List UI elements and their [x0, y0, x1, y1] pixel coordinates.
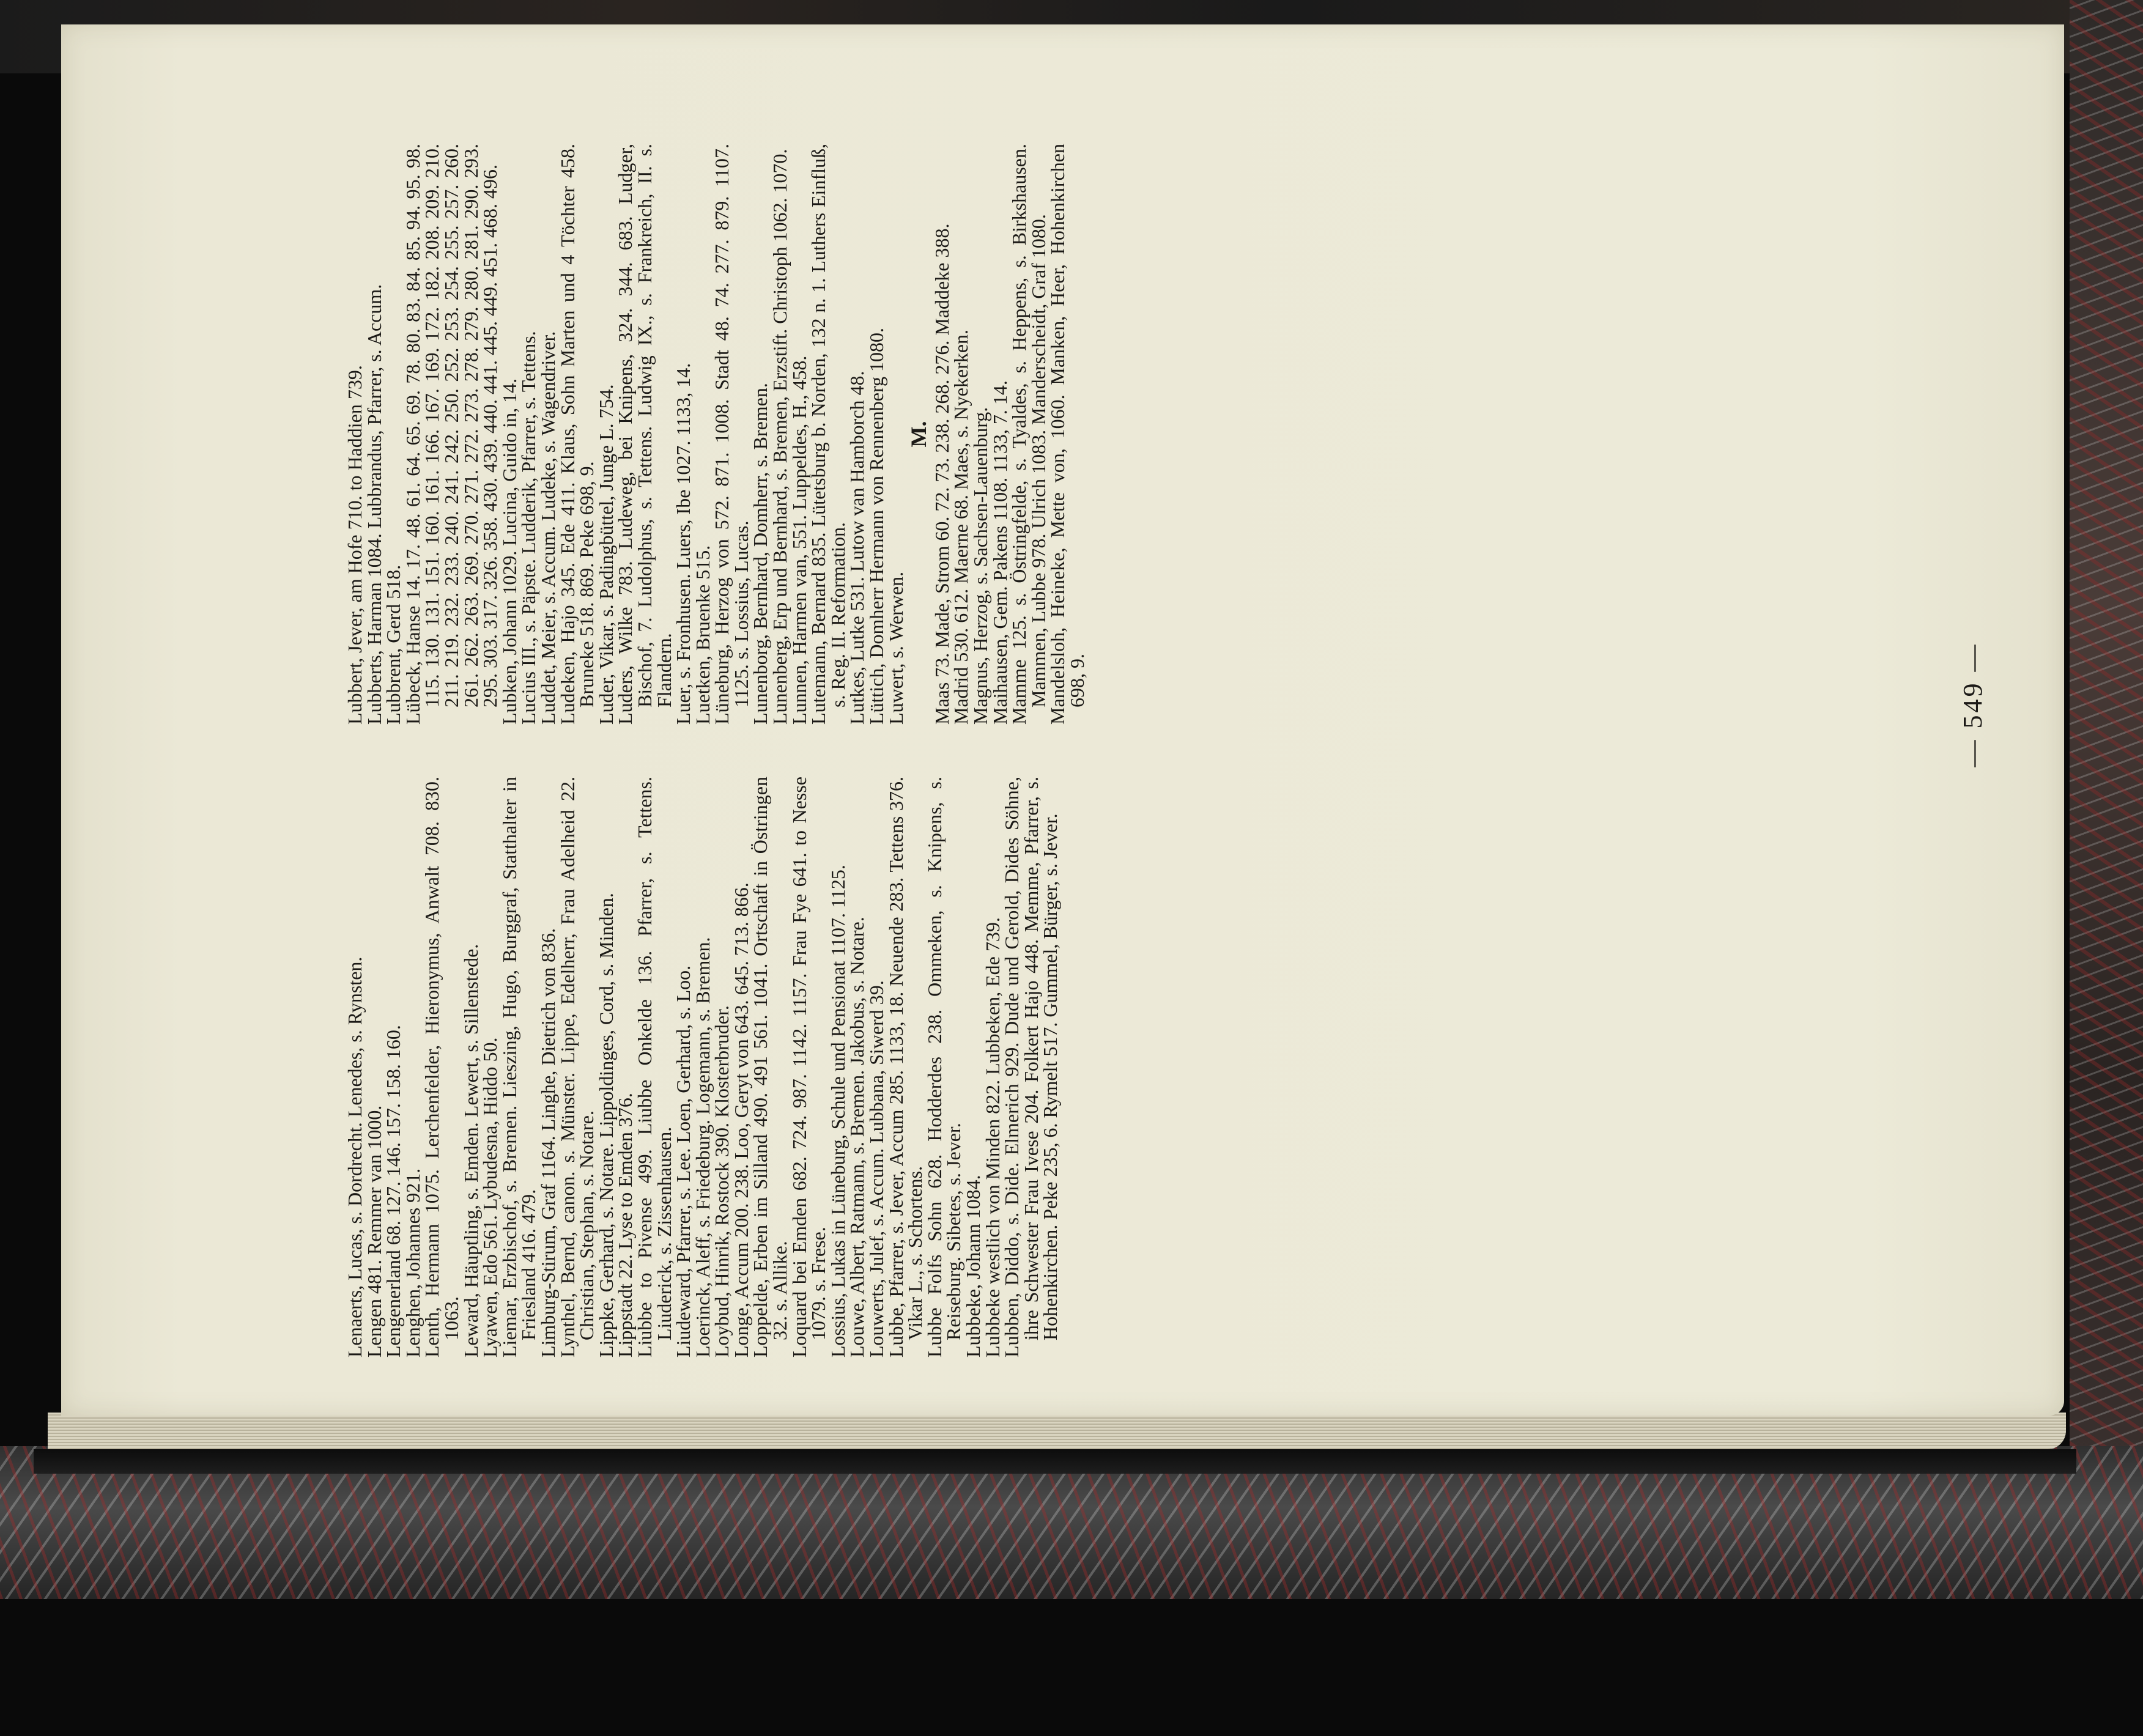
index-entry: Lyawen, Edo 561. Lybudesna, Hiddo 50.	[479, 1037, 502, 1357]
index-entry: Loerinck, Aleff, s. Friedeburg. Logemann, s. Bremen.	[691, 937, 714, 1357]
index-entry: Loquard bei Emden 682. 724. 987. 1142. 1157. Frau Fye 641. to Nesse 1079. s. Frese.	[788, 777, 830, 1357]
index-entry: Longe, Accum 200. 238. Loo, Geryt von 643. 645. 713. 866.	[730, 882, 752, 1357]
index-entry: Lunenberg, Erp und Bernhard, s. Bremen, Erzstift. Christoph 1062. 1070.	[769, 149, 791, 725]
index-entry: Lubben, Diddo, s. Dide. Elmerich 929. Dude und Gerold, Dides Söhne, ihre Schwester Frau Ivese 204. Folkert Hajo 448. Memme, Pfarrer, s. Hohenkirchen. Peke 235, 6. Rymelt 517. Gummel, Bürger, s. Jever.	[1001, 777, 1062, 1357]
index-entry: Lenth, Hermann 1075. Lerchenfelder, Hieronymus, Anwalt 708. 830. 1063.	[421, 777, 462, 1357]
index-entry: Lubbrent, Gerd 518.	[382, 564, 405, 725]
index-column-right	[346, 144, 1087, 725]
index-entry: Luetken, Bruenke 515.	[691, 545, 714, 725]
index-entry: Loybud, Hinrik, Rostock 390. Klosterbruder.	[711, 1005, 733, 1357]
index-entry: Limburg-Stirum, Graf 1164. Linghe, Dietrich von 836.	[536, 928, 559, 1357]
page-content	[346, 9, 2095, 1400]
index-entry: Lüneburg, Herzog von 572. 871. 1008. Stadt 48. 74. 277. 879. 1107. 1125. s. Lossius, Lucas.	[711, 144, 752, 725]
index-entry: Liudeward, Pfarrer, s. Lee. Loen, Gerhard, s. Loo.	[672, 965, 695, 1357]
index-entry: Lubbe Folfs Sohn 628. Hodderdes 238. Ommeken, s. Knipens, s. Reiseburg. Sibetes, s. Jever.	[923, 777, 965, 1357]
index-entry: Madrid 530. 612. Maerne 68. Maes, s. Nyekerken.	[950, 329, 972, 725]
index-entry: Lenghen, Johannes 921.	[401, 1168, 424, 1357]
index-entry: Lippstadt 22. Lyse to Emden 376.	[614, 1093, 637, 1357]
index-entry: Magnus, Herzog, s. Sachsen-Lauenburg.	[969, 407, 991, 725]
book-cover-edge	[34, 1449, 2076, 1474]
index-entry: Lynthel, Bernd, canon. s. Münster. Lippe, Edelherr, Frau Adelheid 22. Christian, Stephan, s. Notare.	[556, 777, 598, 1357]
index-entry: Luders, Wilke 783. Ludeweg, bei Knipens, 324. 344. 683. Ludger, Bischof, 7. Ludolphus, s. Tettens. Ludwig IX., s. Frankreich, II. s. Flandern.	[614, 144, 675, 725]
index-entry: Lunenborg, Bernhard, Domherr, s. Bremen.	[749, 383, 772, 725]
letter-heading: M.	[906, 421, 931, 448]
index-entry: Lippke, Gerhard, s. Notare. Lippoldinges, Cord, s. Minden.	[594, 893, 617, 1357]
index-entry: Loppelde, Erben im Silland 490. 491 561. 1041. Ortschaft in Östringen 32. s. Allike.	[749, 777, 791, 1357]
index-entry: Mandelsloh, Heineke, Mette von, 1060. Manken, Heer, Hohenkirchen 698, 9.	[1046, 144, 1088, 725]
index-entry: Lenaerts, Lucas, s. Dordrecht. Lenedes, s. Rynsten.	[344, 956, 366, 1357]
index-column-left	[346, 777, 1060, 1357]
index-entry: Lossius, Lukas in Lüneburg, Schule und Pensionat 1107. 1125.	[826, 865, 849, 1357]
index-entry: Liemar, Erzbischof, s. Bremen. Lieszing, Hugo, Burggraf, Statthalter in Friesland 416. 479.	[498, 777, 540, 1357]
index-entry: Lucius III., s. Päpste. Ludderik, Pfarrer, s. Tettens.	[517, 331, 540, 725]
page-edges	[48, 1413, 2066, 1449]
index-entry: Lubken, Johann 1029. Lucina, Guido in, 14.	[498, 378, 520, 725]
index-entry: Louwerts, Julef, s. Accum. Lubbana, Siwerd 39.	[865, 980, 888, 1357]
index-entry: Mamme 125. s. Östringfelde, s. Tyaldes, s. Heppens, s. Birkshausen. Mammen, Lubbe 978. Ulrich 1083. Manderscheidt, Graf 1080.	[1008, 144, 1049, 725]
index-entry: Lutemann, Bernard 835. Lütetsburg b. Norden, 132 n. 1. Luthers Einfluß, s. Reg. II. Reformation.	[807, 144, 849, 725]
index-entry: Lubbe, Pfarrer, s. Jever, Accum 285. 1133, 18. Neuende 283. Tettens 376. Vikar L., s. Schortens.	[884, 777, 927, 1357]
index-entry: Luddet, Meier, s. Accum. Ludeke, s. Wagendriver.	[536, 331, 559, 725]
index-entry: Lüttich, Domherr Hermann von Rennenberg 1080.	[865, 327, 888, 725]
index-entry: Louwe, Albert, Ratmann, s. Bremen. Jakobus, s. Notare.	[846, 917, 868, 1357]
index-entry: Lengenerland 68. 127. 146. 157. 158. 160.	[382, 1025, 405, 1357]
index-entry: Lubberts, Harman 1084. Lubbrandus, Pfarrer, s. Accum.	[363, 284, 385, 725]
index-entry: Leward, Häuptling, s. Emden. Lewert, s. Sillenstede.	[459, 944, 482, 1357]
index-entry: Maihausen, Gem. Pakens 1108. 1133, 7. 14.	[988, 380, 1011, 725]
index-entry: Lengen 481. Remmer van 1000.	[363, 1105, 385, 1357]
index-entry: Lubbert, Jever, am Hofe 710. to Haddien 739.	[344, 365, 366, 725]
index-entry: Lubbeke, Johann 1084.	[962, 1175, 984, 1357]
index-entry: Lutkes, Lutke 531. Lutow van Hamborch 48.	[846, 371, 868, 725]
index-entry: Lunnen, Harmen van, 551. Luppeldes, H., 458.	[788, 355, 810, 725]
index-entry: Maas 73. Made, Strom 60. 72. 73. 238. 268. 276. Maddeke 388.	[930, 223, 953, 725]
index-entry: Luder, Vikar, s. Padingbüttel, Junge L. 754.	[594, 384, 617, 725]
index-entry: Liubbe to Pivense 499. Liubbe Onkelde 136. Pfarrer, s. Tettens. Liuderick, s. Zissenhausen.	[633, 777, 675, 1357]
index-entry: Luwert, s. Werwen.	[884, 571, 907, 725]
index-entry: Lübeck, Hanse 14. 17. 48. 61. 64. 65. 69. 78. 80. 83. 84. 85. 94. 95. 98. 115. 130. 131. 151. 160. 161. 166. 167. 169. 172. 182. 208. 209. 210. 211. 219. 232. 233. 240. 241. 242. 250. 252. 253. 254. 255. 257. 260. 261. 262. 263. 269. 270. 271. 272. 273. 278. 279. 280. 281. 290. 293. 295. 303. 317. 326. 358. 430. 439. 440. 441. 445. 449. 451. 468. 496.	[401, 144, 502, 725]
index-entry: Luer, s. Fronhusen. Luers, Ibe 1027. 1133, 14.	[672, 363, 695, 725]
page-number: — 549 —	[1958, 642, 1988, 767]
index-entry: Lubbeke westlich von Minden 822. Lubbeken, Ede 739.	[981, 917, 1004, 1357]
index-entry: Ludeken, Hajo 345. Ede 411. Klaus, Sohn Marten und 4 Töchter 458. Bruneke 518. 869. Peke 698, 9.	[556, 144, 598, 725]
